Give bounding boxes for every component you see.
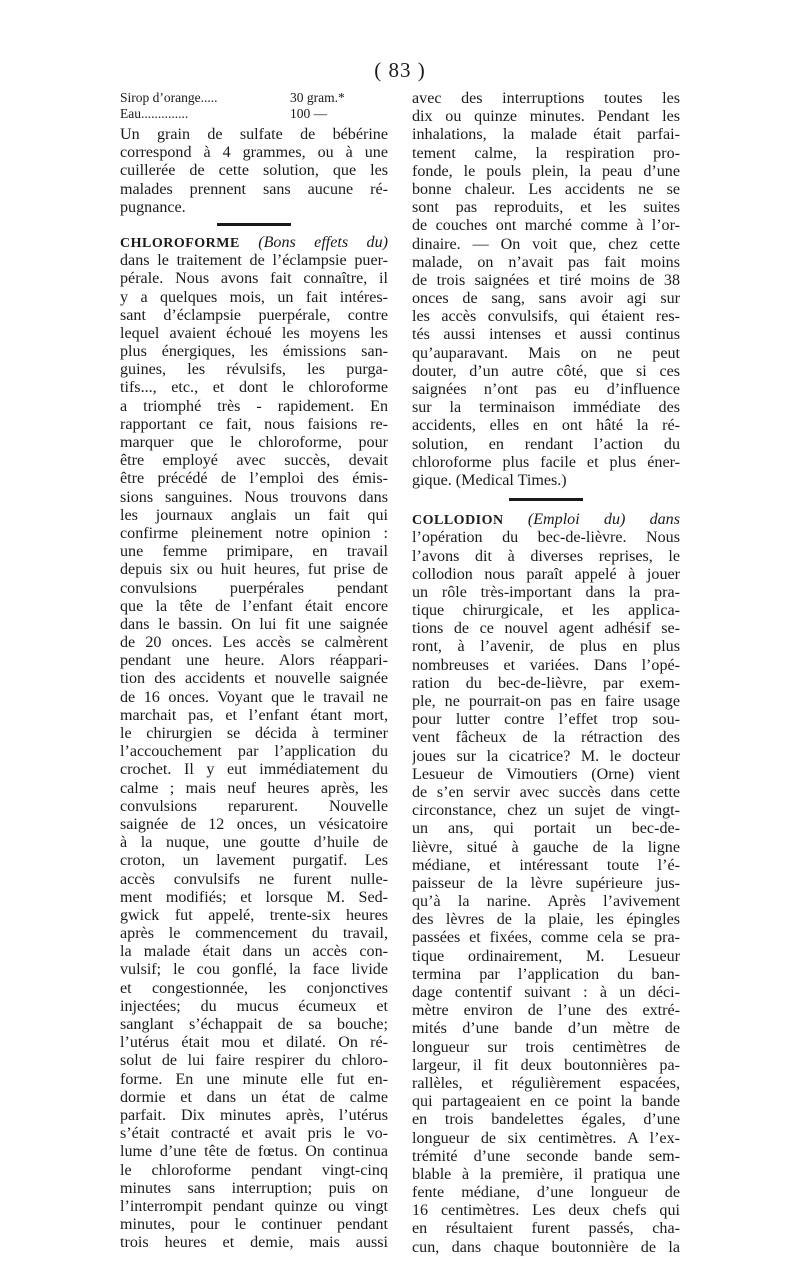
text-line: vulsif; le cou gonflé, la face livide (120, 961, 388, 979)
text-line: saignée de 12 onces, un vésicatoire (120, 815, 388, 833)
text-line: ple, ne pourrait-on pas en faire usage (412, 693, 680, 710)
text-line: tés aussi intenses et aussi continus (412, 326, 680, 344)
text-line: de 20 onces. Les accès se calmèrent (120, 634, 388, 652)
text-line: chloroforme plus facile et plus éner- (412, 453, 680, 471)
text-line: l’interrompit pendant quinze ou vingt (120, 1197, 388, 1215)
article-heading: CHLOROFORME (120, 235, 240, 251)
text-line: sont pas reproduits, et les suites (412, 199, 680, 217)
text-line: qu’à la narine. Après l’avivement (412, 893, 680, 911)
text-line: les journaux anglais un fait qui (120, 506, 388, 524)
text-line: les accès convulsifs, qui étaient res- (412, 308, 680, 326)
text-line: solut de lui faire respirer du chloro- (120, 1052, 388, 1070)
text-line: paisseur de la lèvre supérieure jus- (412, 874, 680, 892)
text-line: et congestionnée, les conjonctives (120, 979, 388, 997)
text-line: inhalations, la malade était parfai- (412, 126, 680, 144)
collodion-article (412, 511, 680, 1257)
text-line: cun, dans chaque boutonnière de la (412, 1238, 680, 1256)
text-line: cuillerée de cette solution, que les (120, 162, 388, 180)
text-line: bonne chaleur. Les accidents ne se (412, 180, 680, 198)
text-line: qui partageaient en ce point la bande (412, 1093, 680, 1111)
text-line: y a quelques mois, un fait intéres- (120, 288, 388, 306)
text-line: parfait. Dix minutes après, l’utérus (120, 1106, 388, 1124)
text-line: rallèles, et régulièrement espacées, (412, 1074, 680, 1092)
recipe-item: Sirop d’orange..... (120, 90, 218, 105)
article-heading-subtitle: (Bons effets du) (239, 233, 388, 251)
text-line: l’opération du bec-de-lièvre. Nous (412, 529, 680, 547)
text-line: solution, en rendant l’action du (412, 435, 680, 453)
text-line: malade, on n’avait pas fait moins (412, 253, 680, 271)
text-line: nombreuses et variées. Dans l’opé- (412, 656, 680, 674)
text-line: croton, un lavement purgatif. Les (120, 852, 388, 870)
text-line: injectées; du mucus écumeux et (120, 997, 388, 1015)
text-line: s’était contracté et avait pris le vo- (120, 1125, 388, 1143)
text-line: la malade était dans un accès con- (120, 943, 388, 961)
text-line: convulsions puerpérales pendant (120, 579, 388, 597)
text-line: dage contentif suivant : à un déci- (412, 984, 680, 1001)
text-line: tique ordinairement, M. Lesueur (412, 947, 680, 965)
section-divider (217, 223, 291, 226)
text-line: sant d’éclampsie puerpérale, contre (120, 306, 388, 324)
text-line: minutes sans interruption; puis on (120, 1179, 388, 1197)
recipe-row (120, 106, 388, 122)
text-line: marchait pas, et l’enfant étant mort, (120, 706, 388, 724)
text-line: sanglant s’échappait de sa bouche; (120, 1016, 388, 1033)
text-line: tique chirurgicale, et les applica- (412, 602, 680, 620)
text-line: depuis six ou huit heures, fut prise de (120, 561, 388, 579)
recipe-item: Eau.............. (120, 106, 189, 121)
article-heading: COLLODION (412, 513, 504, 529)
text-line: le chirurgien se décida à terminer (120, 725, 388, 742)
text-line: de s’en servir avec succès dans cette (412, 783, 680, 801)
text-line: circonstance, chez un sujet de vingt- (412, 802, 680, 820)
text-line: longueur de six centimètres. A l’ex- (412, 1129, 680, 1147)
text-line: médiane, et intéressant toute l’é- (412, 856, 680, 874)
text-line: dinaire. — On voit que, chez cette (412, 235, 680, 253)
text-line: ration du bec-de-lièvre, par exem- (412, 674, 680, 692)
page-number: ( 83 ) (374, 58, 426, 82)
text-line: tement calme, la respiration pro- (412, 144, 680, 162)
text-line: sions sanguines. Nous trouvons dans (120, 488, 388, 506)
text-line: pour lutter contre l’effet trop sou- (412, 711, 680, 729)
text-line: forme. En une minute elle fut en- (120, 1070, 388, 1088)
text-line: trémité d’une seconde bande sem- (412, 1147, 680, 1165)
text-line: tifs..., etc., et dont le chloroforme (120, 379, 388, 397)
text-line: qu’auparavant. Mais on ne peut (412, 344, 680, 362)
text-line: en trois bandelettes égales, d’une (412, 1111, 680, 1129)
text-line: douter, d’un autre côté, que si ces (412, 362, 680, 380)
text-line: minutes, pour le continuer pendant (120, 1216, 388, 1234)
text-line: dix ou quinze minutes. Pendant les (412, 108, 680, 126)
text-line: longueur sur trois centimètres de (412, 1038, 680, 1056)
text-line: malades prennent sans aucune ré- (120, 180, 388, 198)
text-line: ment modifiés; et lorsque M. Sed- (120, 888, 388, 906)
article-heading-line (412, 511, 680, 529)
continuation-paragraph (412, 90, 680, 490)
text-line: en résultaient furent passés, cha- (412, 1220, 680, 1238)
text-line: de trois saignées et tiré moins de 38 (412, 271, 680, 289)
text-line: trois heures et demie, mais aussi (120, 1234, 388, 1252)
text-line: sur la terminaison immédiate des (412, 399, 680, 417)
text-line: rapportant ce fait, nous faisions re- (120, 415, 388, 433)
text-line: être précédé de l’emploi des émis- (120, 470, 388, 488)
text-line: onces de sang, sans avoir agi sur (412, 290, 680, 308)
recipe-quantity: 30 gram.* (290, 90, 345, 105)
text-line: tion des accidents et nouvelle saignée (120, 670, 388, 688)
text-line: accidents, elles en ont hâté la ré- (412, 417, 680, 435)
text-line: à la nuque, une goutte d’huile de (120, 834, 388, 852)
text-line: gwick fut appelé, trente-six heures (120, 906, 388, 924)
right-column (412, 90, 680, 1257)
text-line: le chloroforme pendant vingt-cinq (120, 1161, 388, 1179)
recipe-list (120, 90, 388, 122)
text-line: plus énergiques, les émissions san- (120, 343, 388, 361)
text-line: fente médiane, d’une longueur de (412, 1184, 680, 1202)
text-line: de couches ont marché comme à l’or- (412, 217, 680, 235)
text-line: correspond à 4 grammes, ou à une (120, 144, 388, 162)
section-divider (509, 498, 583, 501)
text-line: un rôle très-important dans la pra- (412, 583, 680, 601)
text-line: passées et fixées, comme cela se pra- (412, 929, 680, 947)
text-line: être employé avec succès, devait (120, 452, 388, 470)
text-line: l’utérus était mou et dilaté. On ré- (120, 1034, 388, 1052)
text-line: dormie et dans un état de calme (120, 1088, 388, 1106)
text-line: l’avons dit à diverses reprises, le (412, 547, 680, 565)
text-line: ront, à l’avenir, de plus en plus (412, 638, 680, 656)
text-line: dans le bassin. On lui fit une saignée (120, 615, 388, 633)
text-line: fonde, le pouls plein, la peau d’une (412, 162, 680, 180)
text-line: des lèvres de la plaie, les épingles (412, 911, 680, 929)
recipe-row (120, 90, 388, 106)
text-line: a triomphé très - rapidement. En (120, 397, 388, 415)
text-line: vent fâcheux de la rétraction des (412, 729, 680, 747)
text-line: un ans, qui portait un bec-de- (412, 820, 680, 838)
text-line: lume d’une tête de fœtus. On continua (120, 1143, 388, 1161)
intro-paragraph (120, 126, 388, 217)
text-line: joues sur la cicatrice? M. le docteur (412, 747, 680, 765)
text-line: de 16 onces. Voyant que le travail ne (120, 688, 388, 706)
text-line: crochet. Il y eut immédiatement du (120, 761, 388, 779)
text-line: pérale. Nous avons fait connaître, il (120, 270, 388, 288)
text-line: mètre environ de l’une des extré- (412, 1002, 680, 1020)
text-line: accès convulsifs ne furent nulle- (120, 870, 388, 888)
text-line: dans le traitement de l’éclampsie puer- (120, 252, 388, 270)
text-line: avec des interruptions toutes les (412, 90, 680, 107)
text-line: blable à la première, il pratiqua une (412, 1165, 680, 1183)
text-line: gique. (Medical Times.) (412, 471, 567, 489)
text-line: collodion nous paraît appelé à jouer (412, 565, 680, 583)
recipe-quantity: 100 — (290, 106, 328, 121)
text-line: marquer que le chloroforme, pour (120, 434, 388, 451)
text-line: saignées n’ont pas eu d’influence (412, 381, 680, 398)
left-column (120, 90, 388, 1252)
text-line: une femme primipare, en travail (120, 543, 388, 561)
text-line: l’accouchement par l’application du (120, 743, 388, 761)
text-line: Un grain de sulfate de bébérine (120, 126, 388, 143)
text-line: 16 centimètres. Les deux chefs qui (412, 1202, 680, 1220)
text-line: confirme pleinement notre opinion : (120, 524, 388, 542)
text-line: largeur, il fit deux boutonnières pa- (412, 1056, 680, 1074)
text-line: que la tête de l’enfant était encore (120, 597, 388, 615)
text-line: mités d’une bande d’un mètre de (412, 1020, 680, 1038)
text-line: après le commencement du travail, (120, 925, 388, 943)
article-heading-line (120, 234, 388, 252)
text-line: convulsions reparurent. Nouvelle (120, 797, 388, 815)
text-line: termina par l’application du ban- (412, 965, 680, 983)
text-line: lièvre, situé à gauche de la ligne (412, 838, 680, 856)
text-line: pendant une heure. Alors réappari- (120, 652, 388, 670)
chloroforme-article (120, 234, 388, 1253)
text-line: lequel avaient échoué les moyens les (120, 324, 388, 342)
text-line: pugnance. (120, 198, 186, 216)
text-line: Lesueur de Vimoutiers (Orne) vient (412, 765, 680, 783)
text-line: tions de ce nouvel agent adhésif se- (412, 620, 680, 638)
text-line: calme ; mais neuf heures après, les (120, 779, 388, 797)
text-line: guines, les révulsifs, les purga- (120, 361, 388, 379)
article-heading-subtitle: (Emploi du) dans (503, 511, 680, 529)
